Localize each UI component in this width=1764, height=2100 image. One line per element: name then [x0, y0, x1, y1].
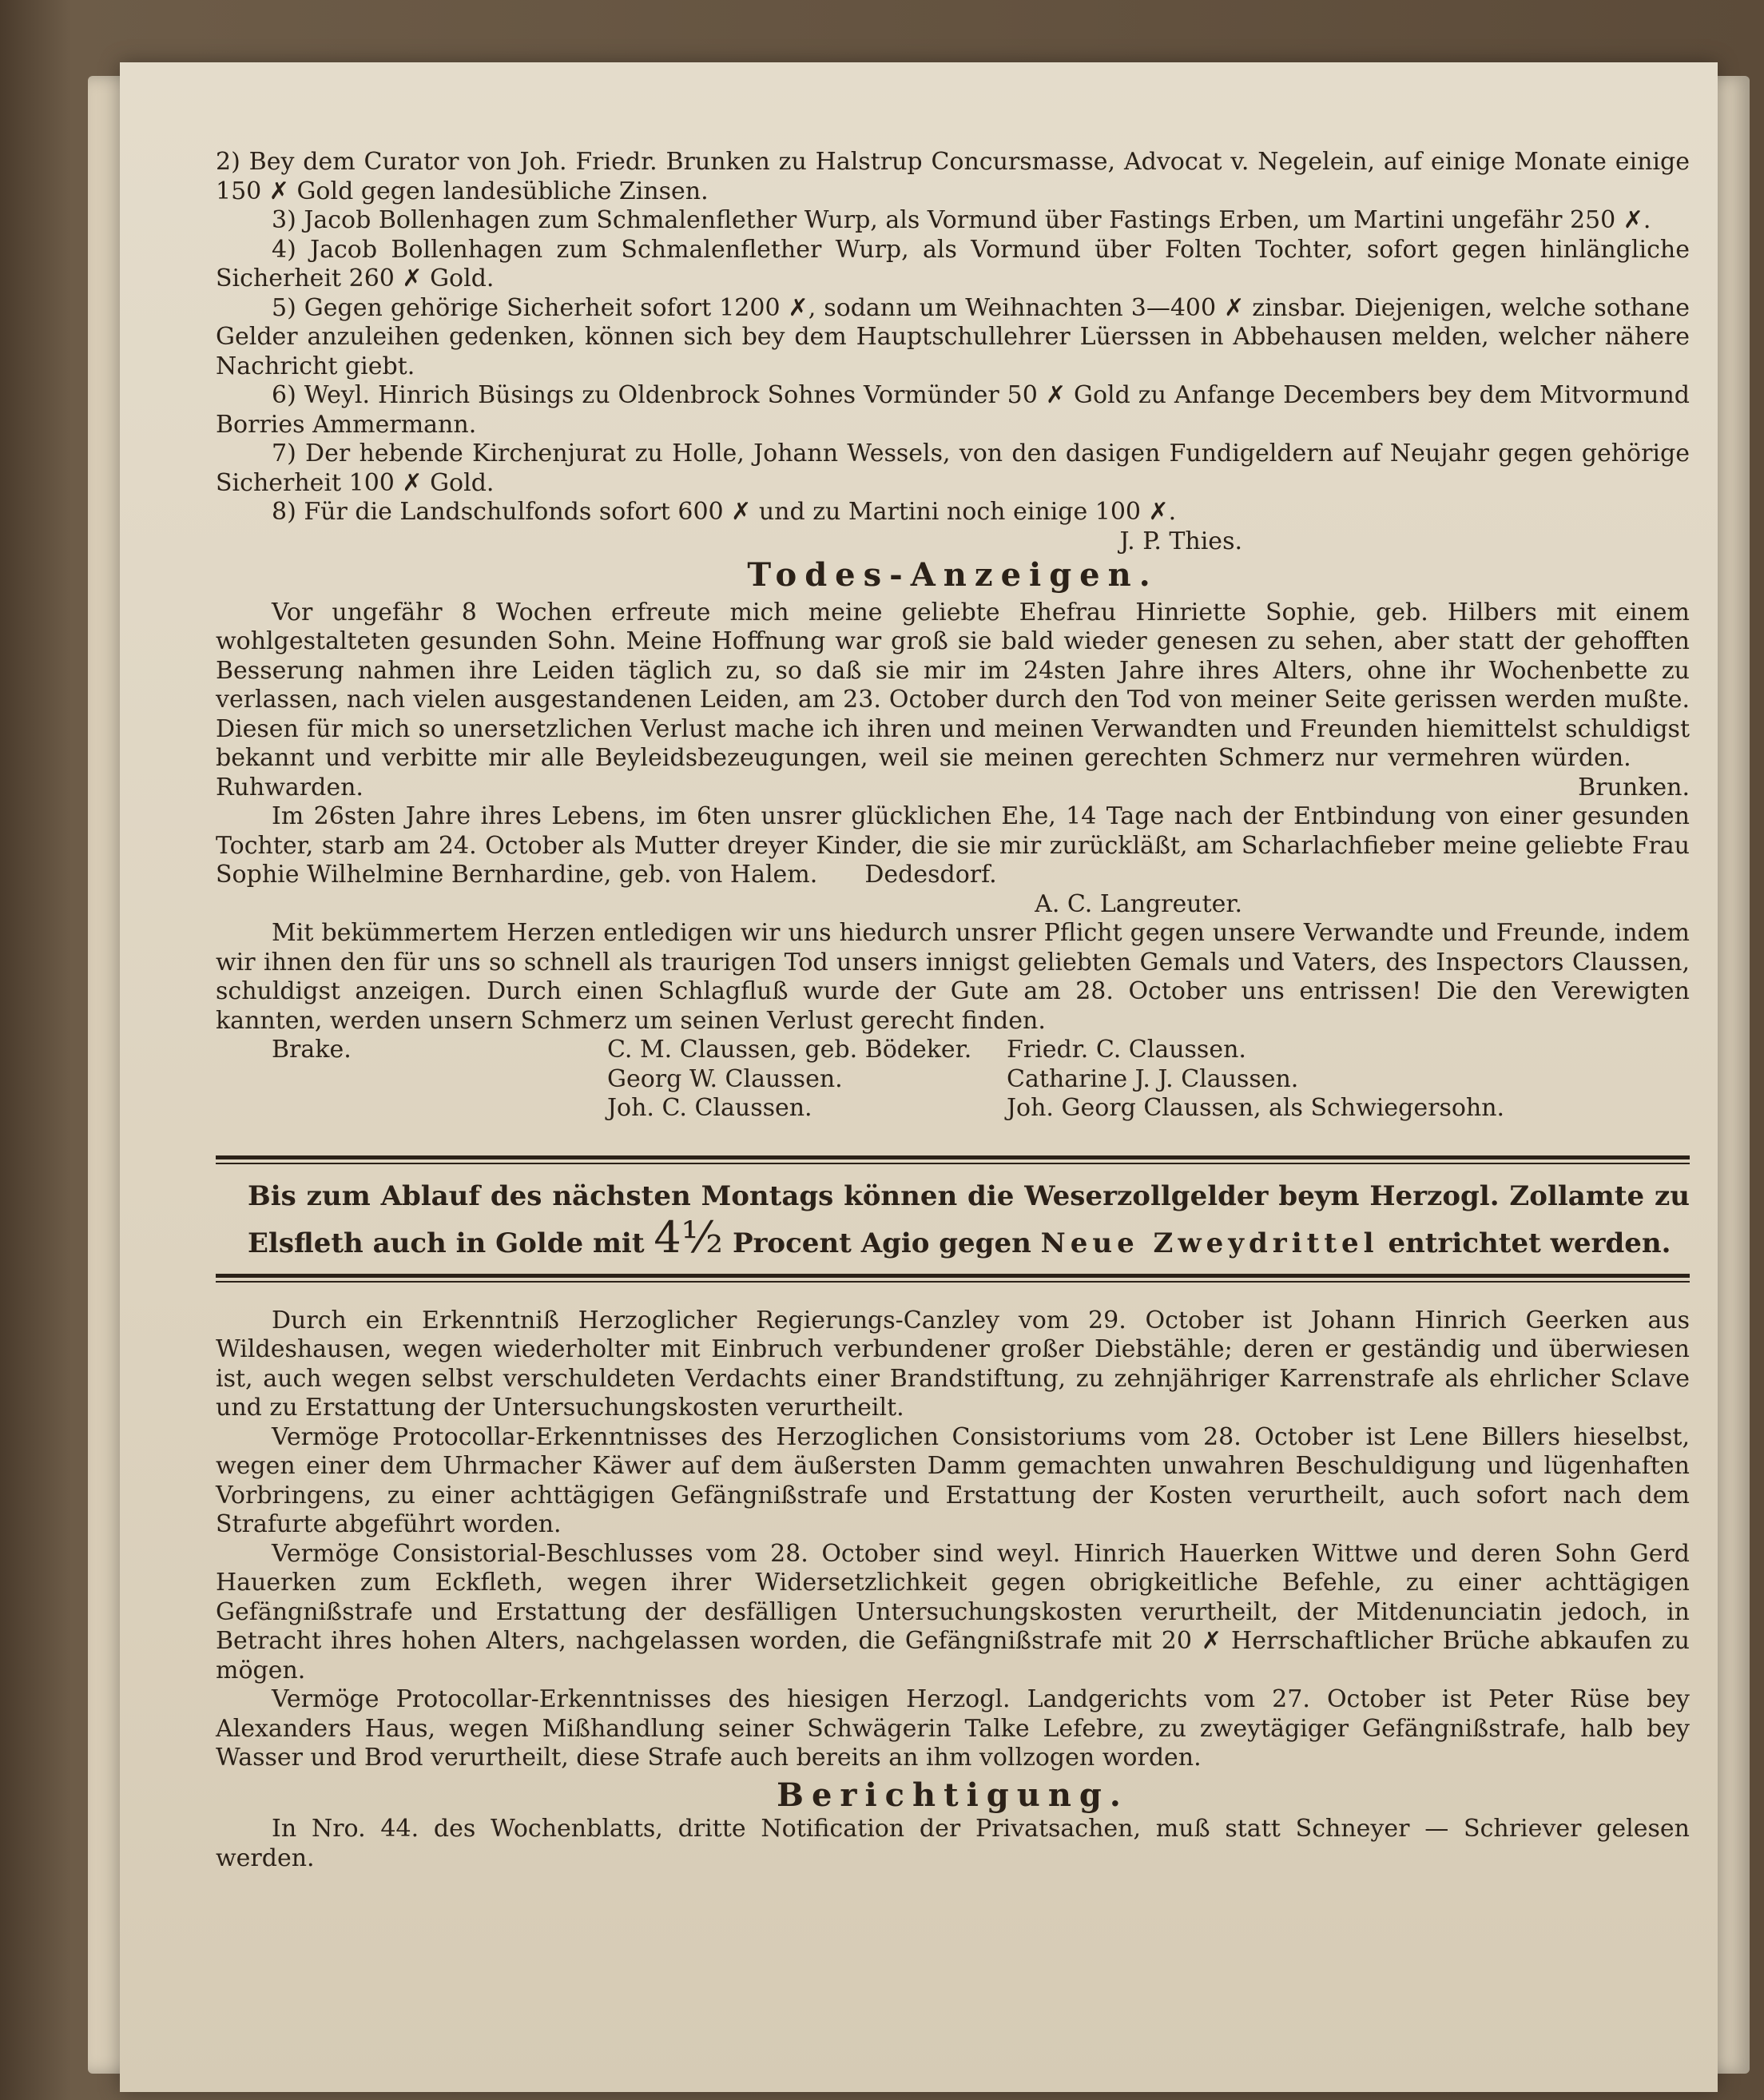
signer: Joh. C. Claussen. [607, 1094, 812, 1122]
signer: Friedr. C. Claussen. [1007, 1036, 1246, 1064]
death-notice-1 [216, 599, 1690, 803]
list-item: 2) Bey dem Curator von Joh. Friedr. Brunken zu Halstrup Concursmasse, Advocat v. Negelein, auf einige Monate einige 150 ✗ Gold gegen landesübliche Zinsen. [216, 148, 1690, 205]
death-notices-heading: Todes-Anzeigen. [747, 556, 1158, 594]
signer: Catharine J. J. Claussen. [1007, 1064, 1299, 1093]
death-notice-2-place: Dedesdorf. [864, 861, 997, 889]
toll-notice-text: Bis zum Ablauf des nächsten Montags können die Weserzollgelder beym Herzogl. Zollamte zu Elsfleth auch in Golde mit [248, 1179, 1690, 1259]
death-notice-1-place: Ruhwarden. [216, 773, 364, 801]
court-notice: Durch ein Erkenntniß Herzoglicher Regierungs-Canzley vom 29. October ist Johann Hinrich Geerken aus Wildeshausen, wegen wiederholter mit Einbruch verbundener großer Diebstähle; deren er geständig und überwiesen ist, auch wegen selbst verschuldeten Verdachts einer Brandstiftung, zu zehnjähriger Karrenstrafe als ehrlicher Sclave und zu Erstattung der Untersuchungskosten verurtheilt. [216, 1306, 1690, 1422]
toll-notice [216, 1175, 1690, 1264]
list-item: 3) Jacob Bollenhagen zum Schmalenflether Wurp, als Vormund über Fastings Erben, um Martini ungefähr 250 ✗. [272, 206, 1651, 234]
toll-notice-text: Procent Agio gegen [732, 1227, 1031, 1259]
divider [216, 1281, 1690, 1283]
death-notice-1-signature: Brunken. [1578, 773, 1690, 801]
list-item: 4) Jacob Bollenhagen zum Schmalenflether Wurp, als Vormund über Folten Tochter, sofort gegen hinlängliche Sicherheit 260 ✗ Gold. [216, 235, 1690, 292]
signer: Georg W. Claussen. [607, 1064, 843, 1093]
toll-notice-rate: 4½ [654, 1211, 724, 1263]
death-notice-2-signature: A. C. Langreuter. [1035, 889, 1242, 918]
page-content [216, 148, 1690, 1873]
list-item: 7) Der hebende Kirchenjurat zu Holle, Johann Wessels, von den dasigen Fundigeldern auf Neujahr gegen gehörige Sicherheit 100 ✗ Gold. [216, 439, 1690, 497]
loan-offers-list [216, 148, 1690, 556]
toll-notice-currency: Neue Zweydrittel [1040, 1227, 1379, 1259]
signer: Joh. Georg Claussen, als Schwiegersohn. [1007, 1094, 1505, 1122]
court-notices [216, 1307, 1690, 1773]
signer: C. M. Claussen, geb. Bödeker. [607, 1036, 972, 1064]
list-item: 8) Für die Landschulfonds sofort 600 ✗ und zu Martini noch einige 100 ✗. [272, 498, 1177, 526]
death-notice-1-text: Vor ungefähr 8 Wochen erfreute mich meine geliebte Ehefrau Hinriette Sophie, geb. Hilbers mit einem wohlgestalteten gesunden Sohn. Meine Hoffnung war groß sie bald wieder genesen zu sehen, aber statt der gehofften Besserung nahmen ihre Leiden täglich zu, so daß sie mir im 24sten Jahre ihres Alters, ohne ihr Wochenbette zu verlassen, nach vielen ausgestandenen Leiden, am 23. October durch den Tod von meiner Seite gerissen werden mußte. Diesen für mich so unersetzlichen Verlust mache ich ihren und meinen Verwandten und Freunden hiemittelst schuldigst bekannt und verbitte mir alle Beyleidsbezeugungen, weil sie meinen gerechten Schmerz nur vermehren würden. [216, 598, 1690, 772]
signers-row [216, 1036, 1690, 1065]
death-notice-2 [216, 802, 1690, 890]
death-notice-2-text: Im 26sten Jahre ihres Lebens, im 6ten unsrer glücklichen Ehe, 14 Tage nach der Entbindung von einer gesunden Tochter, starb am 24. October als Mutter dreyer Kinder, die sie mir zurückläßt, am Scharlachfieber meine geliebte Frau Sophie Wilhelmine Bernhardine, geb. von Halem. [216, 802, 1690, 889]
court-notice: Vermöge Consistorial-Beschlusses vom 28. October sind weyl. Hinrich Hauerken Wittwe und deren Sohn Gerd Hauerken zum Eckfleth, wegen ihrer Widersetzlichkeit gegen obrigkeitliche Befehle, zu einer achttägigen Gefängnißstrafe und Erstattung der desfälligen Untersuchungskosten verurtheilt, der Mitdenunciatin jedoch, in Betracht ihres hohen Alters, nachgelassen worden, die Gefängnißstrafe mit 20 ✗ Herrschaftlicher Brüche abkaufen zu mögen. [216, 1539, 1690, 1684]
list-item: 6) Weyl. Hinrich Büsings zu Oldenbrock Sohnes Vormünder 50 ✗ Gold zu Anfange Decembers bey dem Mitvormund Borries Ammermann. [216, 381, 1690, 439]
court-notice: Vermöge Protocollar-Erkenntnisses des Herzoglichen Consistoriums vom 28. October ist Lene Billers hieselbst, wegen einer dem Uhrmacher Käwer auf dem äußersten Damm gemachten unwahren Beschuldigung und lügenhaften Vorbringens, zu einer achttägigen Gefängnißstrafe und Erstattung der Kosten verurtheilt, auch sofort nach dem Strafurte abgeführt worden. [216, 1422, 1690, 1538]
signers-row [216, 1094, 1690, 1124]
signers-row [216, 1065, 1690, 1095]
correction-heading: Berichtigung. [777, 1776, 1129, 1814]
death-notice-3: Mit bekümmertem Herzen entledigen wir uns hiedurch unsrer Pflicht gegen unsere Verwandte und Freunde, indem wir ihnen den für uns so schnell als traurigen Tod unsers innigst geliebten Gemals und Vaters, des Inspectors Claussen, schuldigst anzeigen. Durch einen Schlagfluß wurde der Gute am 28. October uns entrissen! Die den Verewigten kannten, werden unsern Schmerz um seinen Verlust gerecht finden. [216, 919, 1690, 1035]
signers-place: Brake. [272, 1036, 352, 1064]
court-notice: Vermöge Protocollar-Erkenntnisses des hiesigen Herzogl. Landgerichts vom 27. October ist Peter Rüse bey Alexanders Haus, wegen Mißhandlung seiner Schwägerin Talke Lefebre, zu zweytägiger Gefängnißstrafe, halb bey Wasser und Brod verurtheilt, diese Strafe auch bereits an ihm vollzogen worden. [216, 1685, 1690, 1772]
toll-notice-text: entrichtet werden. [1388, 1227, 1671, 1259]
list-item: 5) Gegen gehörige Sicherheit sofort 1200 ✗, sodann um Weihnachten 3—400 ✗ zinsbar. Diejenigen, welche sothane Gelder anzuleihen gedenken, können sich bey dem Hauptschullehrer Lüerssen in Abbehausen melden, welcher nähere Nachricht giebt. [216, 293, 1690, 380]
divider [216, 1274, 1690, 1278]
divider [216, 1155, 1690, 1159]
items-signature: J. P. Thies. [1119, 527, 1242, 555]
divider [216, 1163, 1690, 1164]
death-notices [216, 599, 1690, 1124]
correction-text: In Nro. 44. des Wochenblatts, dritte Notification der Privatsachen, muß statt Schneyer — Schriever gelesen werden. [216, 1815, 1690, 1872]
